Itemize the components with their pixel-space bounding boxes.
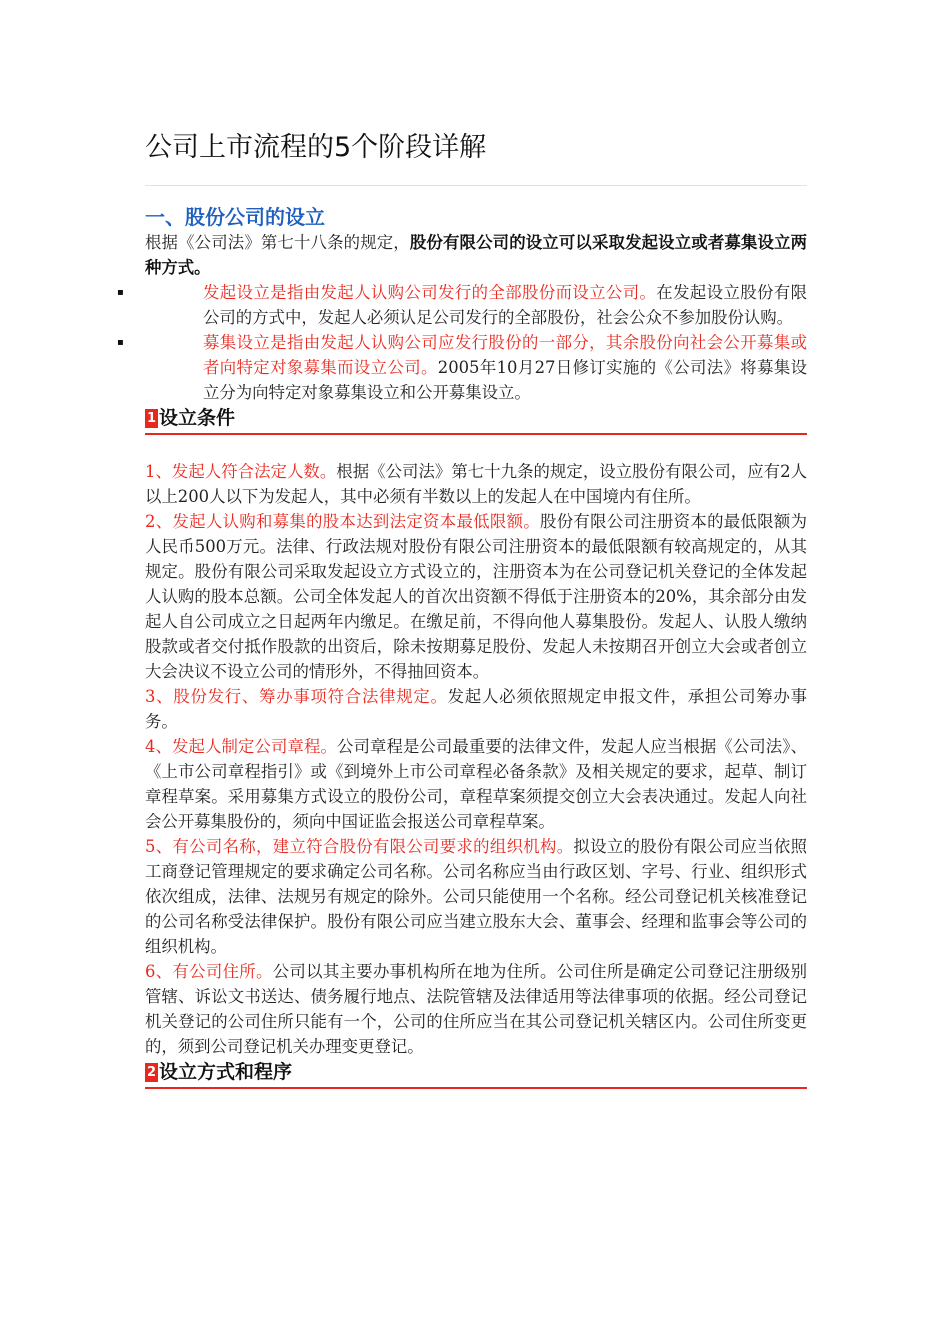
condition-item — [145, 734, 807, 834]
condition-highlight: 2、发起人认购和募集的股本达到法定资本最低限额。 — [145, 512, 540, 531]
bullet-item-raising — [117, 330, 808, 405]
bullet-icon: ▪ — [117, 287, 124, 298]
document-body — [117, 204, 808, 1089]
section-heading: 一、股份公司的设立 — [145, 205, 325, 229]
condition-item — [145, 959, 807, 1059]
number-badge: 2 — [146, 1065, 157, 1080]
intro-paragraph — [145, 230, 807, 280]
bullet-text: 2005年10月27日修订实施的《公司法》将募集设立分为向特定对象募集设立和公开募集设立。 — [203, 358, 808, 402]
condition-text: 拟设立的股份有限公司应当依照工商登记管理规定的要求确定公司名称。公司名称应当由行政区划、字号、行业、组织形式依次组成，法律、法规另有规定的除外。公司只能使用一个名称。经公司登记机关核准登记的公司名称受法律保护。股份有限公司应当建立股东大会、董事会、经理和监事会等公司的组织机构。 — [145, 837, 807, 956]
title-divider — [145, 185, 807, 186]
bullet-text: 在发起设立股份有限公司的方式中，发起人必须认足公司发行的全部股份，社会公众不参加股份认购。 — [203, 283, 807, 327]
condition-item — [145, 459, 807, 509]
bullet-item-founding — [117, 280, 807, 330]
bullet-highlight: 发起设立是指由发起人认购公司发行的全部股份而设立公司。 — [203, 283, 657, 302]
condition-item — [145, 509, 807, 684]
number-badge: 1 — [146, 411, 157, 426]
condition-highlight: 4、发起人制定公司章程。 — [145, 737, 337, 756]
subsection-heading-conditions — [145, 405, 807, 435]
condition-text: 发起人必须依照规定申报文件，承担公司筹办事务。 — [145, 687, 807, 731]
condition-highlight: 5、有公司名称，建立符合股份有限公司要求的组织机构。 — [145, 837, 574, 856]
bullet-icon: ▪ — [117, 337, 124, 348]
page-title: 公司上市流程的5个阶段详解 — [145, 132, 487, 163]
subsection-label: 设立条件 — [159, 407, 236, 429]
condition-text: 公司章程是公司最重要的法律文件，发起人应当根据《公司法》、《上市公司章程指引》或《到境外上市公司章程必备条款》及相关规定的要求，起草、制订章程草案。采用募集方式设立的股份公司，章程草案须提交创立大会表决通过。发起人向社会公开募集股份的，须向中国证监会报送公司章程草案。 — [145, 737, 807, 831]
condition-highlight: 6、有公司住所。 — [145, 962, 273, 981]
condition-highlight: 3、股份发行、筹办事项符合法律规定。 — [145, 687, 448, 706]
intro-bold-text: 股份有限公司的设立可以采取发起设立或者募集设立两种方式。 — [145, 233, 808, 277]
subsection-heading-procedure — [145, 1059, 807, 1089]
condition-item — [145, 834, 807, 959]
condition-highlight: 1、发起人符合法定人数。 — [145, 462, 337, 481]
subsection-label: 设立方式和程序 — [159, 1061, 293, 1083]
condition-text: 公司以其主要办事机构所在地为住所。公司住所是确定公司登记注册级别管辖、诉讼文书送达、债务履行地点、法院管辖及法律适用等法律事项的依据。经公司登记机关登记的公司住所只能有一个，公司的住所应当在其公司登记机关辖区内。公司住所变更的，须到公司登记机关办理变更登记。 — [145, 962, 808, 1056]
bullet-highlight: 募集设立是指由发起人认购公司应发行股份的一部分，其余股份向社会公开募集或者向特定对象募集而设立公司。 — [203, 333, 807, 377]
intro-text: 根据《公司法》第七十八条的规定， — [145, 233, 410, 252]
condition-item — [145, 684, 807, 734]
condition-text: 根据《公司法》第七十九条的规定，设立股份有限公司，应有2人以上200人以下为发起人，其中必须有半数以上的发起人在中国境内有住所。 — [145, 462, 807, 506]
condition-text: 股份有限公司注册资本的最低限额为人民币500万元。法律、行政法规对股份有限公司注册资本的最低限额有较高规定的，从其规定。股份有限公司采取发起设立方式设立的，注册资本为在公司登记机关登记的全体发起人认购的股本总额。公司全体发起人的首次出资额不得低于注册资本的20%，其余部分由发起人自公司成立之日起两年内缴足。在缴足前，不得向他人募集股份。发起人、认股人缴纳股款或者交付抵作股款的出资后，除未按期募足股份、发起人未按期召开创立大会或者创立大会决议不设立公司的情形外，不得抽回资本。 — [145, 512, 807, 681]
